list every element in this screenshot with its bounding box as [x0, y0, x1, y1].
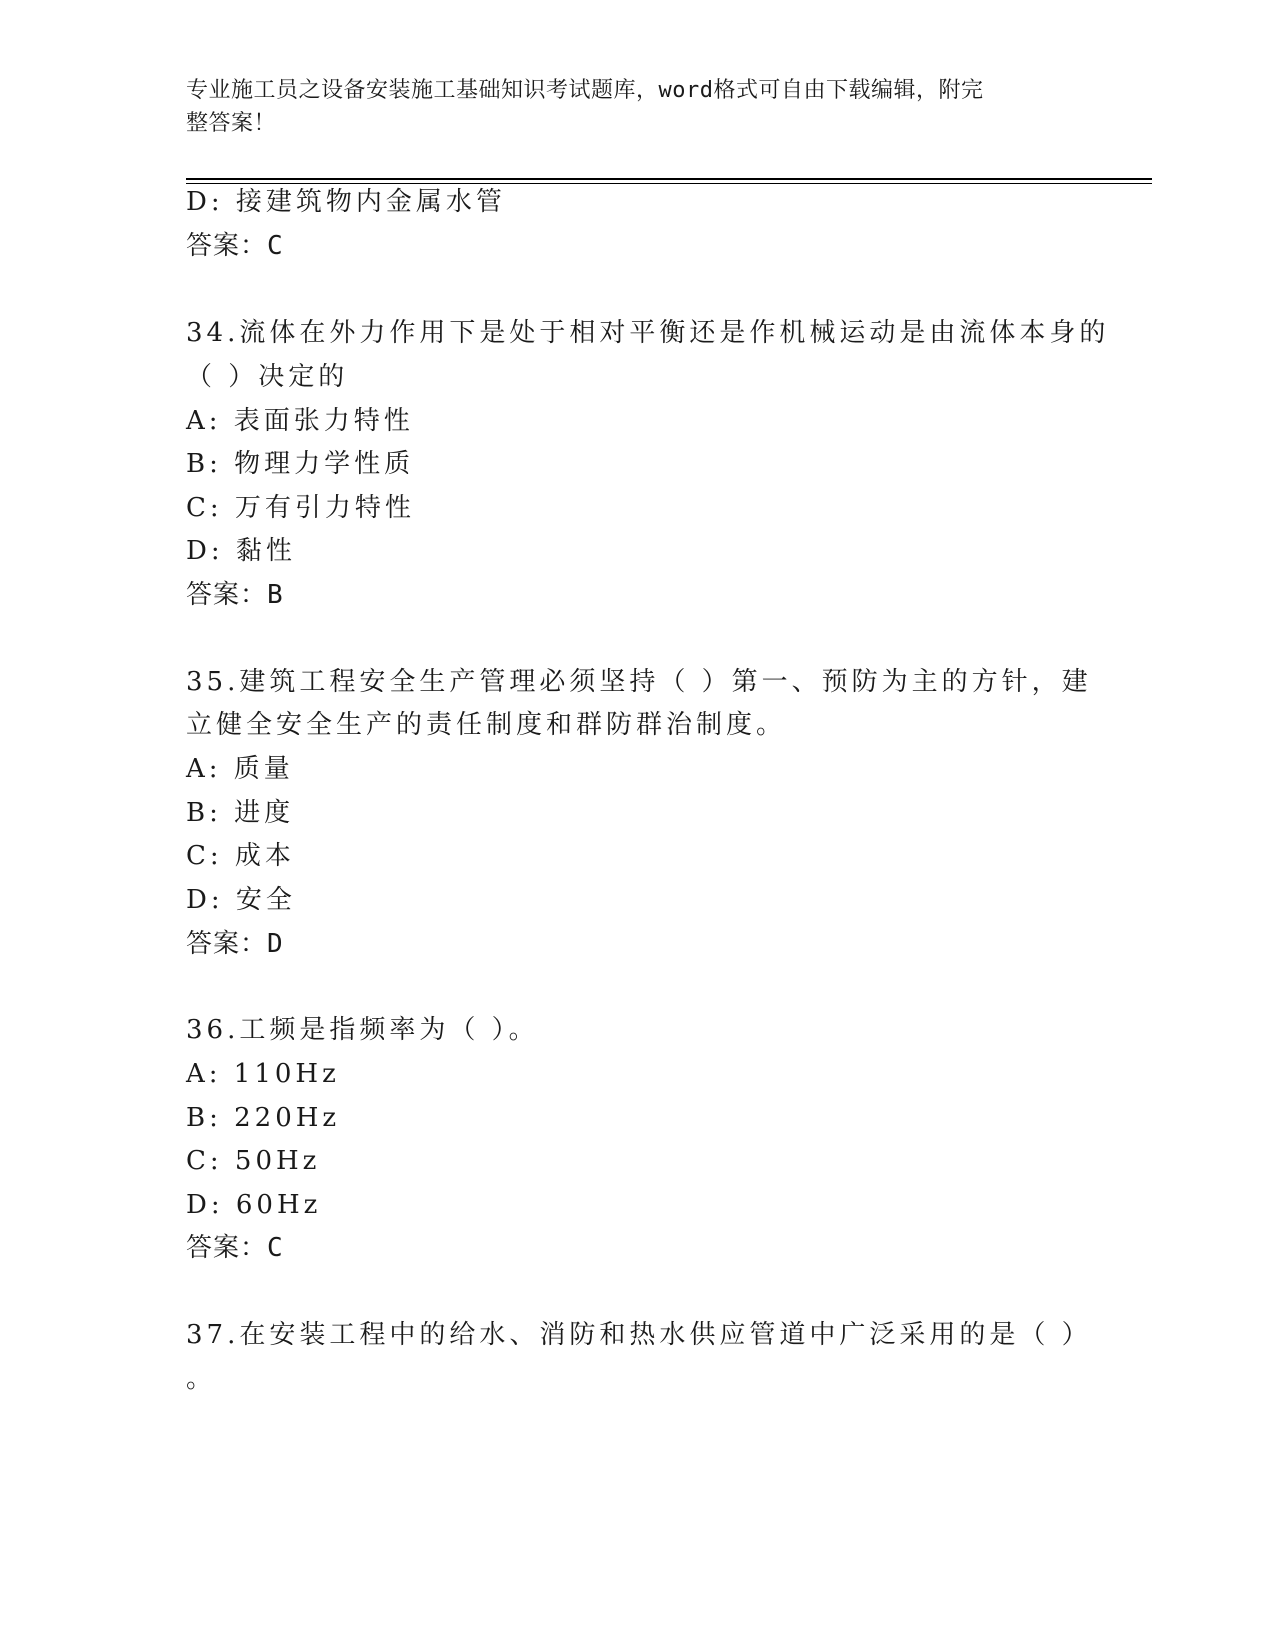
q36-stem-line-1: 36.工频是指频率为（ ）。 — [186, 1015, 539, 1045]
answer-value: C — [267, 1233, 284, 1263]
q35-stem-line-2: 立健全安全生产的责任制度和群防群治制度。 — [186, 710, 787, 740]
q34-option-d: D: 黏性 — [186, 536, 296, 566]
q35-answer — [186, 928, 284, 960]
header-note — [186, 74, 1066, 140]
q35-option-d: D: 安全 — [186, 885, 296, 915]
q33-answer — [186, 230, 284, 262]
answer-label: 答案： — [186, 231, 268, 261]
q33-option-d: D: 接建筑物内金属水管 — [186, 187, 506, 217]
q36-option-b: B: 220Hz — [186, 1103, 341, 1133]
q34-stem-line-1: 34.流体在外力作用下是处于相对平衡还是作机械运动是由流体本身的 — [186, 318, 1110, 348]
q34-option-c: C: 万有引力特性 — [186, 493, 415, 523]
answer-label: 答案： — [186, 1233, 268, 1263]
header-note-line-1: 专业施工员之设备安装施工基础知识考试题库，word格式可自由下载编辑，附完 — [186, 78, 984, 103]
q34-option-b: B: 物理力学性质 — [186, 449, 415, 479]
header-rule-thick — [186, 178, 1152, 180]
q37-stem-line-1: 37.在安装工程中的给水、消防和热水供应管道中广泛采用的是（ ） — [186, 1320, 1092, 1350]
header-note-line-2: 整答案！ — [186, 111, 277, 136]
q36-answer — [186, 1232, 284, 1264]
answer-value: D — [267, 929, 284, 959]
q37-stem-line-2: 。 — [186, 1364, 217, 1394]
answer-value: C — [267, 231, 284, 261]
q35-option-a: A: 质量 — [186, 754, 294, 784]
q34-option-a: A: 表面张力特性 — [186, 406, 414, 436]
q34-answer — [186, 579, 284, 611]
q34-stem-line-2: （ ）决定的 — [186, 362, 349, 392]
q35-option-c: C: 成本 — [186, 841, 295, 871]
q36-option-a: A: 110Hz — [186, 1059, 340, 1089]
answer-value: B — [267, 580, 284, 610]
q35-option-b: B: 进度 — [186, 798, 295, 828]
header-rule-thin — [186, 183, 1152, 184]
answer-label: 答案： — [186, 580, 268, 610]
q35-stem-line-1: 35.建筑工程安全生产管理必须坚持（ ）第一、预防为主的方针，建 — [186, 667, 1092, 697]
q36-option-d: D: 60Hz — [186, 1190, 322, 1220]
answer-label: 答案： — [186, 929, 268, 959]
q36-option-c: C: 50Hz — [186, 1146, 321, 1176]
